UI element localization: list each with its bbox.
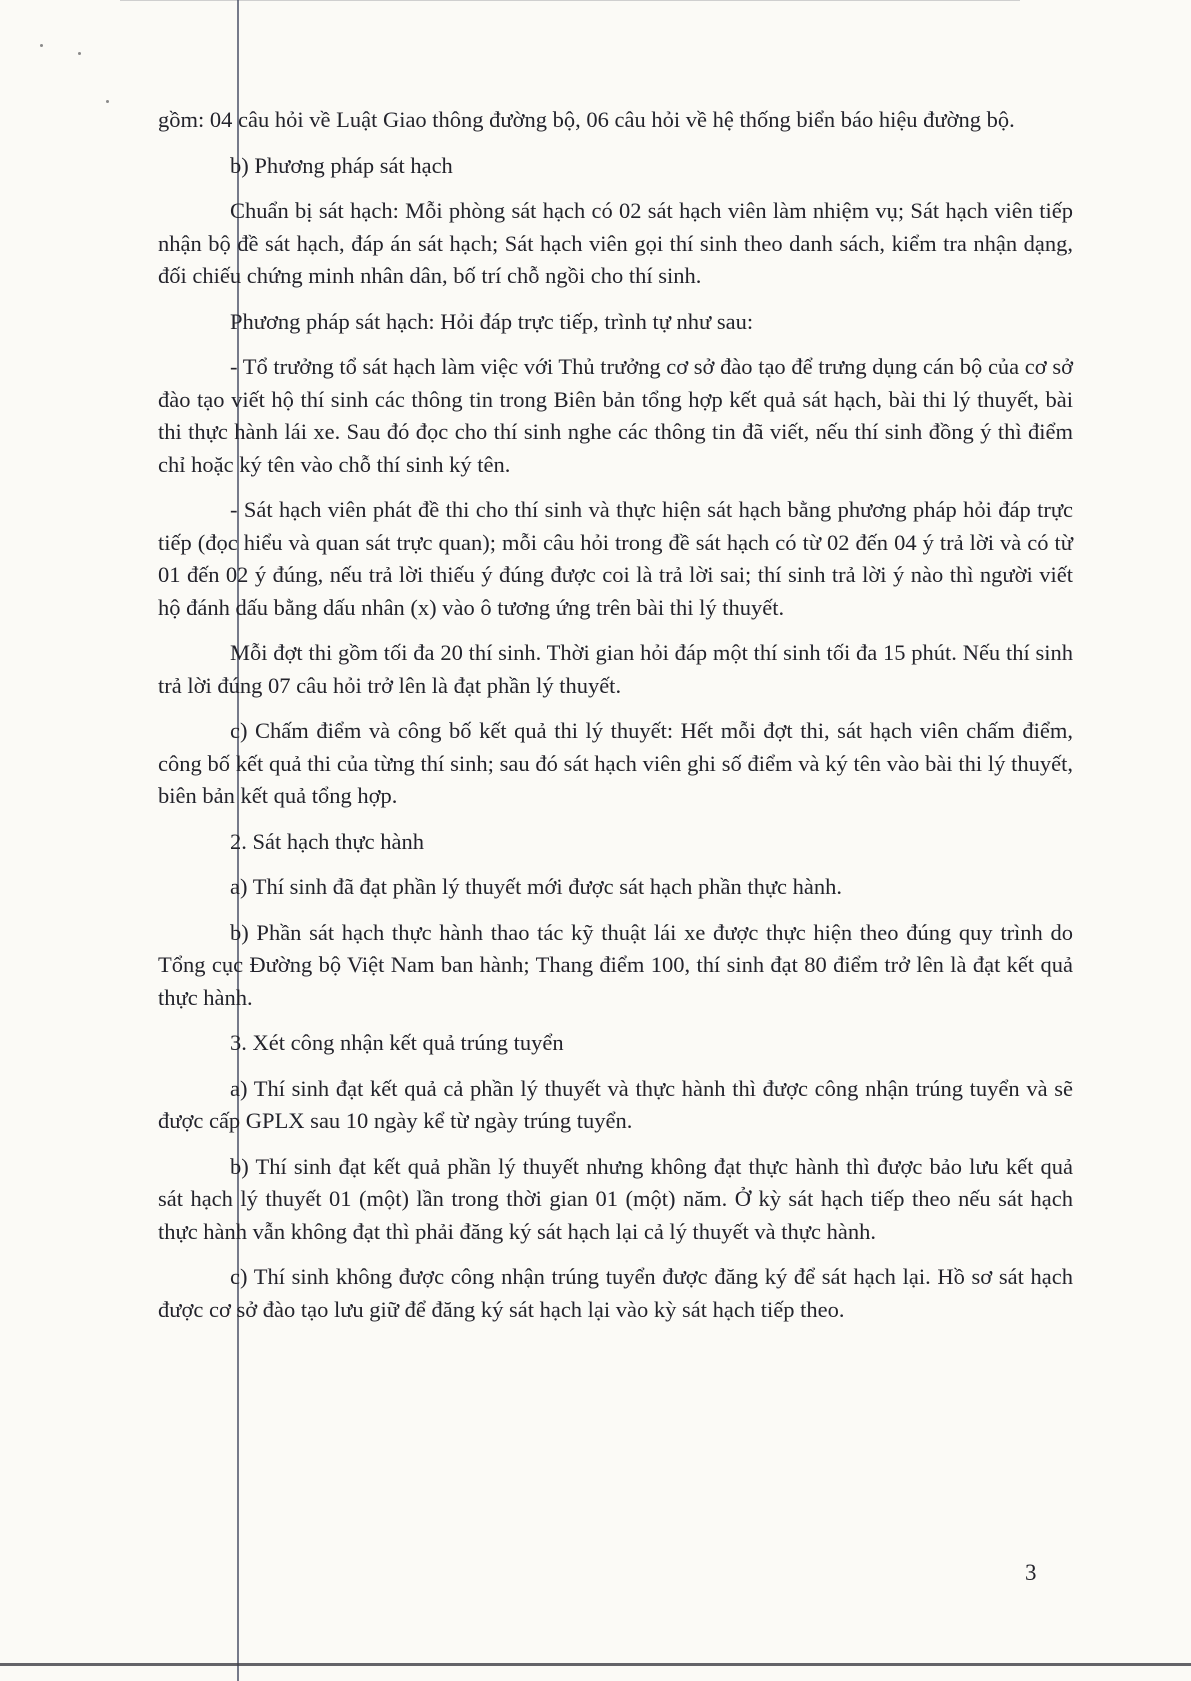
paragraph-bullet-1: - Tổ trưởng tổ sát hạch làm việc với Thủ trưởng cơ sở đào tạo để trưng dụng cán bộ của cơ sở đào tạo viết hộ thí sinh các thông tin trong Biên bản tổng hợp kết quả sát hạch, bài thi lý thuyết, bài thi thực hành lái xe. Sau đó đọc cho thí sinh nghe các thông tin đã viết, nếu thí sinh đồng ý thì điểm chỉ hoặc ký tên vào chỗ thí sinh ký tên. bbox=[158, 354, 1073, 477]
scan-speck bbox=[40, 44, 43, 47]
paragraph-3a: a) Thí sinh đạt kết quả cả phần lý thuyết và thực hành thì được công nhận trúng tuyển và sẽ được cấp GPLX sau 10 ngày kể từ ngày trúng tuyển. bbox=[158, 1075, 1073, 1133]
paragraph-3b: b) Thí sinh đạt kết quả phần lý thuyết nhưng không đạt thực hành thì được bảo lưu kết quả sát hạch lý thuyết 01 (một) lần trong thời gian 01 (một) năm. Ở kỳ sát hạch tiếp theo nếu sát hạch thực hành vẫn không đạt thì phải đăng ký sát hạch lại cả lý thuyết và thực hành. bbox=[158, 1153, 1073, 1244]
section-heading-3: 3. Xét công nhận kết quả trúng tuyển bbox=[230, 1030, 564, 1055]
paragraph-heading-c: c) Chấm điểm và công bố kết quả thi lý thuyết: Hết mỗi đợt thi, sát hạch viên chấm điểm, công bố kết quả thi của từng thí sinh; sau đó sát hạch viên ghi số điểm và ký tên vào bài thi lý thuyết, biên bản kết quả tổng hợp. bbox=[158, 718, 1073, 808]
paragraph-bullet-2: - Sát hạch viên phát đề thi cho thí sinh và thực hiện sát hạch bằng phương pháp hỏi đáp trực tiếp (đọc hiểu và quan sát trực quan); mỗi câu hỏi trong đề sát hạch có từ 02 đến 04 ý trả lời và có từ 01 đến 02 ý đúng, nếu trả lời thiếu ý đúng được coi là trả lời sai; thí sinh trả lời ý nào thì người viết hộ đánh dấu bằng dấu nhân (x) vào ô tương ứng trên bài thi lý thuyết. bbox=[158, 497, 1073, 620]
scan-speck bbox=[106, 100, 109, 103]
paragraph-session: Mỗi đợt thi gồm tối đa 20 thí sinh. Thời gian hỏi đáp một thí sinh tối đa 15 phút. Nếu thí sinh trả lời đúng 07 câu hỏi trở lên là đạt phần lý thuyết. bbox=[158, 640, 1073, 698]
bottom-scan-edge bbox=[0, 1663, 1191, 1666]
paragraph-heading-b: b) Phương pháp sát hạch bbox=[230, 152, 453, 178]
page-number: 3 bbox=[1025, 1560, 1037, 1585]
paragraph-2a: a) Thí sinh đã đạt phần lý thuyết mới được sát hạch phần thực hành. bbox=[230, 874, 843, 899]
paragraph-continuation: gồm: 04 câu hỏi về Luật Giao thông đường bộ, 06 câu hỏi về hệ thống biển báo hiệu đường bộ. bbox=[158, 107, 1015, 132]
scan-speck bbox=[78, 52, 81, 55]
top-scan-edge bbox=[120, 0, 1020, 1]
paragraph-2b: b) Phần sát hạch thực hành thao tác kỹ thuật lái xe được thực hiện theo đúng quy trình do Tổng cục Đường bộ Việt Nam ban hành; Thang điểm 100, thí sinh đạt 80 điểm trở lên là đạt kết quả thực hành. bbox=[158, 919, 1073, 1010]
paragraph-method: Phương pháp sát hạch: Hỏi đáp trực tiếp, trình tự như sau: bbox=[230, 308, 754, 334]
document-body bbox=[158, 104, 1073, 1339]
paragraph-3c: c) Thí sinh không được công nhận trúng tuyển được đăng ký để sát hạch lại. Hồ sơ sát hạch được cơ sở đào tạo lưu giữ để đăng ký sát hạch lại vào kỳ sát hạch tiếp theo. bbox=[158, 1264, 1073, 1322]
section-heading-2: 2. Sát hạch thực hành bbox=[230, 828, 425, 854]
paragraph-preparation: Chuẩn bị sát hạch: Mỗi phòng sát hạch có 02 sát hạch viên làm nhiệm vụ; Sát hạch viên tiếp nhận bộ đề sát hạch, đáp án sát hạch; Sát hạch viên gọi thí sinh theo danh sách, kiểm tra nhận dạng, đối chiếu chứng minh nhân dân, bố trí chỗ ngồi cho thí sinh. bbox=[158, 198, 1073, 288]
